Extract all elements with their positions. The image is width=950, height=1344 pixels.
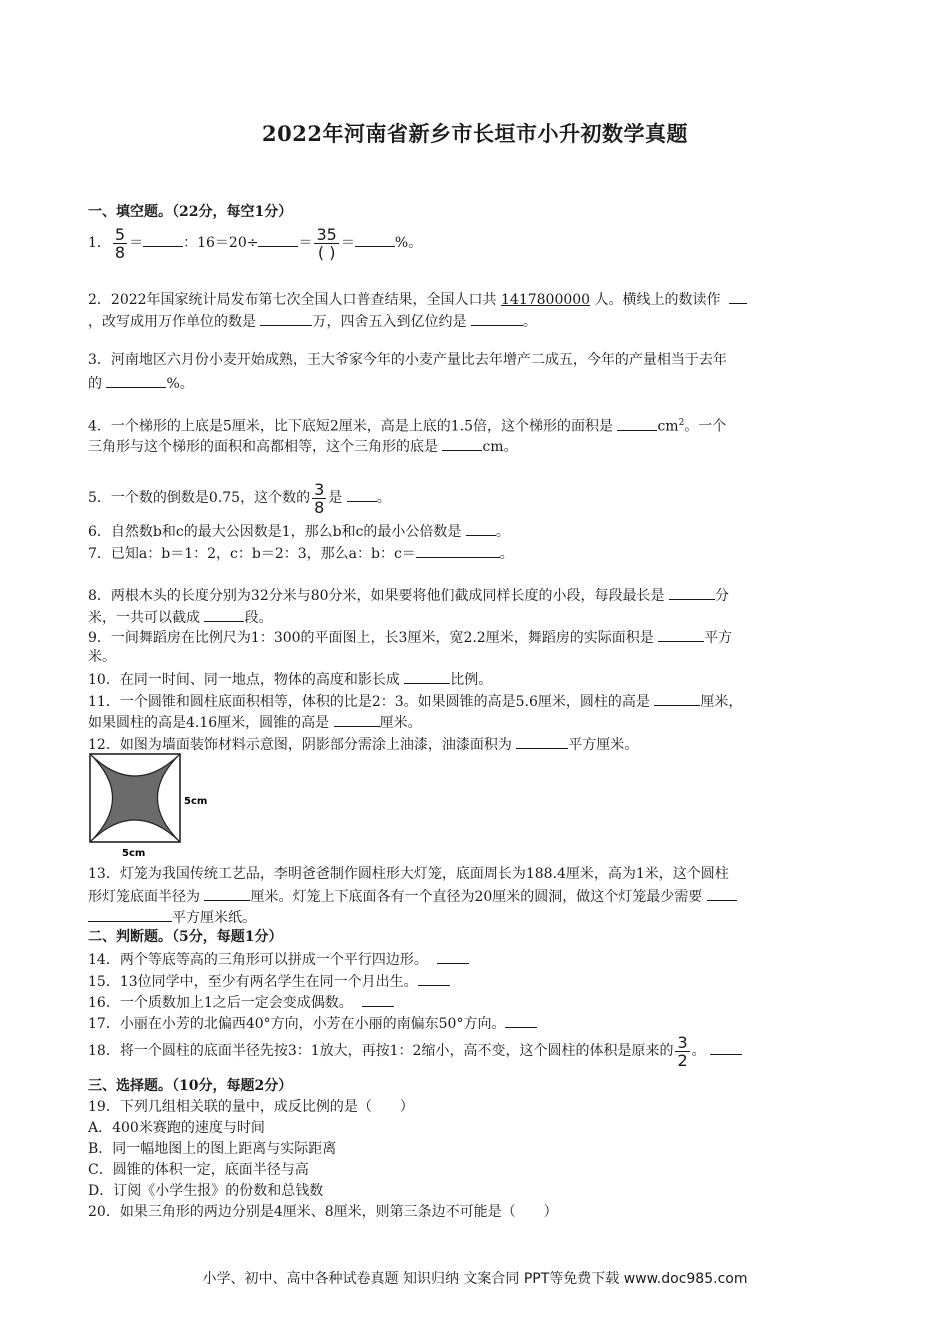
answer-blank[interactable] (729, 288, 747, 304)
question-9-line-1: 9．一间舞蹈房在比例尺为1：300的平面图上，长3厘米，宽2.2厘米，舞蹈房的实际面积是 平方 (88, 626, 878, 648)
question-14: 14．两个等底等高的三角形可以拼成一个平行四边形。 (88, 948, 878, 970)
answer-blank[interactable] (658, 626, 704, 642)
answer-blank[interactable] (437, 948, 469, 964)
answer-blank[interactable] (442, 435, 482, 451)
answer-blank[interactable] (505, 1012, 537, 1028)
answer-blank[interactable] (88, 906, 172, 922)
answer-blank[interactable] (471, 310, 523, 326)
choice-option-a[interactable]: A．400米赛跑的速度与时间 (88, 1120, 265, 1136)
question-4-line-1: 4．一个梯形的上底是5厘米，比下底短2厘米，高是上底的1.5倍，这个梯形的面积是 $cm^2$。一个 (88, 413, 878, 437)
choice-option-d[interactable]: D．订阅《小学生报》的份数和总钱数 (88, 1183, 324, 1199)
answer-blank[interactable] (106, 372, 166, 388)
answer-blank[interactable] (347, 486, 377, 502)
answer-blank[interactable] (258, 231, 298, 247)
section-heading-fill-blank: 一、填空题。（22分，每空1分） (88, 204, 293, 220)
answer-blank[interactable] (204, 885, 250, 901)
question-12: 12．如图为墙面装饰材料示意图，阴影部分需涂上油漆，油漆面积为 平方厘米。 (88, 733, 878, 755)
question-16: 16．一个质数加上1之后一定会变成偶数。 (88, 991, 878, 1013)
question-11-line-2: 如果圆柱的高是4.16厘米，圆锥的高是 厘米。 (88, 711, 878, 733)
answer-blank[interactable] (416, 542, 500, 558)
question-19-stem: 19．下列几组相关联的量中，成反比例的是（ ） (88, 1099, 414, 1115)
question-13-line-1: 13．灯笼为我国传统工艺品，李明爸爸制作圆柱形大灯笼，底面周长为188.4厘米，高为1米，这个圆柱 (88, 866, 729, 882)
question-2-line-2: ，改写成用万作单位的数是 万，四舍五入到亿位约是 。 (88, 310, 878, 332)
section-heading-multiple-choice: 三、选择题。（10分，每题2分） (88, 1078, 293, 1094)
choice-option-b[interactable]: B．同一幅地图上的图上距离与实际距离 (88, 1141, 337, 1157)
fraction-35-blank: $\frac{35}{( )}$ (316, 224, 337, 262)
question-5: 5．一个数的倒数是0.75，这个数的 $\frac{3}{8}$ 是 。 (88, 479, 391, 517)
question-8-line-1: 8．两根木头的长度分别为32分米与80分米，如果要将他们截成同样长度的小段，每段最长是 分 (88, 584, 878, 606)
decoration-square-figure (88, 752, 218, 862)
question-7: 7．已知a：b＝1：2，c：b＝2：3，那么a：b：c＝ 。 (88, 542, 878, 564)
question-13-line-3: 平方厘米纸。 (88, 906, 878, 928)
question-17: 17．小丽在小芳的北偏西40°方向，小芳在小丽的南偏东50°方向。 (88, 1012, 878, 1034)
fraction-5-8: $\frac{5}{8}$ (114, 224, 126, 262)
answer-blank[interactable] (260, 310, 312, 326)
answer-blank[interactable] (143, 231, 183, 247)
question-8-line-2: 米，一共可以截成 段。 (88, 606, 878, 628)
question-11-line-1: 11．一个圆锥和圆柱底面积相等，体积的比是2：3。如果圆锥的高是5.6厘米，圆柱的高是 厘米， (88, 690, 878, 712)
answer-blank[interactable] (516, 733, 568, 749)
question-9-line-2: 米。 (88, 649, 116, 665)
answer-blank[interactable] (710, 1039, 742, 1055)
side-length-label: 5cm (184, 796, 208, 807)
answer-blank[interactable] (617, 415, 657, 431)
question-15: 15．13位同学中，至少有两名学生在同一个月出生。 (88, 970, 878, 992)
question-1: 1． $\frac{5}{8}$ ＝ ：16＝20÷ ＝ $\frac{35}{( )}$ ＝ %。 (88, 224, 423, 262)
question-18: 18．将一个圆柱的底面半径先按3：1放大，再按1：2缩小，高不变，这个圆柱的体积是原来的 $\frac{3}{2}$ 。 (88, 1032, 878, 1070)
answer-blank[interactable] (654, 690, 700, 706)
fraction-3-2: $\frac{3}{2}$ (677, 1032, 688, 1070)
question-3-line-2: 的 %。 (88, 372, 878, 394)
question-3-line-1: 3．河南地区六月份小麦开始成熟，王大爷家今年的小麦产量比去年增产二成五，今年的产量相当于去年 (88, 352, 727, 368)
bottom-length-label: 5cm (122, 848, 146, 859)
question-6: 6．自然数b和c的最大公因数是1，那么b和c的最小公倍数是 。 (88, 520, 878, 542)
answer-blank[interactable] (669, 584, 715, 600)
question-4-line-2: 三角形与这个梯形的面积和高都相等，这个三角形的底是 cm。 (88, 435, 878, 457)
answer-blank[interactable] (334, 711, 380, 727)
page-title: 2022年河南省新乡市长垣市小升初数学真题 (262, 121, 688, 146)
answer-blank[interactable] (204, 606, 244, 622)
question-13-line-2: 形灯笼底面半径为 厘米。灯笼上下底面各有一个直径为20厘米的圆洞，做这个灯笼最少需要 (88, 885, 878, 907)
answer-blank[interactable] (355, 231, 395, 247)
section-heading-true-false: 二、判断题。（5分，每题1分） (88, 929, 283, 945)
answer-blank[interactable] (418, 970, 450, 986)
fraction-3-8: $\frac{3}{8}$ (314, 479, 325, 517)
choice-option-c[interactable]: C．圆锥的体积一定，底面半径与高 (88, 1162, 309, 1178)
answer-blank[interactable] (707, 885, 737, 901)
question-20-stem: 20．如果三角形的两边分别是4厘米、8厘米，则第三条边不可能是（ ） (88, 1204, 558, 1220)
answer-blank[interactable] (404, 668, 450, 684)
question-2-line-1: 2．2022年国家统计局发布第七次全国人口普查结果，全国人口共 1417800000 人。横线上的数读作 (88, 288, 878, 310)
answer-blank[interactable] (466, 520, 496, 536)
answer-blank[interactable] (362, 991, 394, 1007)
page-footer: 小学、初中、高中各种试卷真题 知识归纳 文案合同 PPT等免费下载 www.doc985.com (202, 1271, 748, 1287)
question-10: 10．在同一时间、同一地点，物体的高度和影长成 比例。 (88, 668, 878, 690)
